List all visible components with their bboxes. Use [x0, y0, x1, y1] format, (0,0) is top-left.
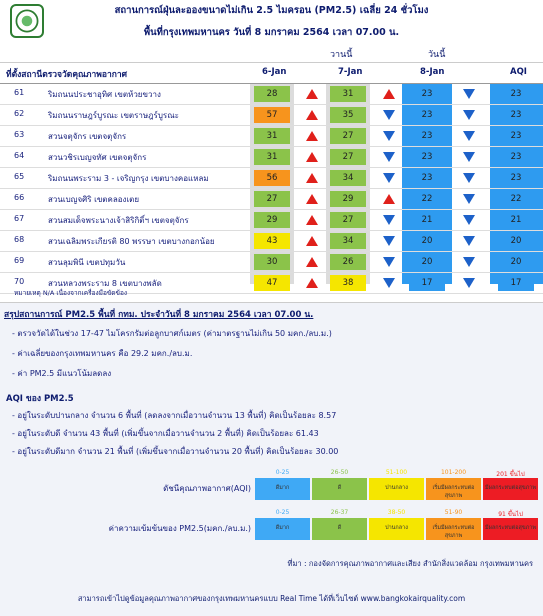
pm25-value-d3: 23 — [409, 149, 445, 165]
aqi-value: 22 — [498, 191, 534, 207]
pm25-value-d3: 20 — [409, 254, 445, 270]
legend-level-box — [426, 509, 481, 540]
report-title: สถานการณ์ฝุ่นละอองขนาดไม่เกิน 2.5 ไมครอน (PM2.5) เฉลี่ย 24 ชั่วโมง — [114, 5, 429, 16]
pm25-value-d3: 17 — [409, 275, 445, 291]
today-label: วันนี้ — [428, 50, 446, 60]
pm25-value-d1: 27 — [254, 191, 290, 207]
trend-up-icon — [306, 173, 318, 183]
trend-down-icon — [383, 257, 395, 267]
station-name: ริมถนนประชาอุทิศ เขตห้วยขวาง — [48, 90, 161, 99]
legend-level-text: ดี — [337, 485, 342, 491]
trend-down-icon — [463, 89, 475, 99]
trend-down-icon — [463, 257, 475, 267]
station-name: สวนสมเด็จพระนางเจ้าสิริกิติ์ฯ เขตจตุจักร — [48, 216, 189, 225]
legend-range: 51-100 — [385, 469, 408, 476]
aqi-value: 23 — [498, 149, 534, 165]
legend-range: 26-37 — [330, 509, 349, 516]
aqi-legend — [0, 469, 543, 500]
pm25-value-d1: 28 — [254, 86, 290, 102]
station-name: สวนหลวงพระราม 8 เขตบางพลัด — [48, 279, 162, 288]
pm25-value-d1: 31 — [254, 149, 290, 165]
legend-level-box — [483, 511, 538, 540]
legend-range: 51-90 — [444, 509, 463, 516]
trend-down-icon — [463, 173, 475, 183]
table-row — [0, 84, 543, 105]
pm25-value-d1: 30 — [254, 254, 290, 270]
table-row — [0, 105, 543, 126]
table-row — [0, 147, 543, 168]
legend-level-box — [369, 509, 424, 540]
trend-down-icon — [383, 131, 395, 141]
pm25-value-d2: 27 — [330, 128, 366, 144]
summary-line: - ค่าเฉลี่ยของกรุงเทพมหานคร คือ 29.2 มคก./ลบ.ม. — [12, 349, 193, 358]
station-no: 67 — [14, 214, 25, 223]
legend-level-box — [426, 469, 481, 500]
summary-line: - ค่า PM2.5 มีแนวโน้มลดลง — [12, 369, 112, 378]
legend-level-box — [369, 469, 424, 500]
legend-level-text: ดี — [337, 525, 342, 531]
trend-up-icon — [306, 257, 318, 267]
report-subtitle: พื้นที่กรุงเทพมหานคร วันที่ 8 มกราคม 2564 เวลา 07.00 น. — [143, 27, 400, 38]
station-no: 69 — [14, 256, 25, 265]
station-name: สวนลุมพินี เขตปทุมวัน — [48, 258, 126, 267]
pm25-value-d1: 29 — [254, 212, 290, 228]
trend-down-icon — [463, 110, 475, 120]
table-row — [0, 210, 543, 231]
report-header — [0, 0, 543, 44]
pm25-value-d2: 26 — [330, 254, 366, 270]
legend-level-text: ปานกลาง — [385, 525, 408, 531]
table-header — [0, 62, 543, 84]
station-name: ริมถนนราษฎร์บูรณะ เขตราษฎร์บูรณะ — [48, 111, 179, 120]
table-row — [0, 126, 543, 147]
legend-level-text: มีผลกระทบต่อสุขภาพ — [485, 525, 536, 531]
trend-up-icon — [306, 215, 318, 225]
aqi-value: 23 — [498, 128, 534, 144]
aqi-value: 23 — [498, 107, 534, 123]
table-row — [0, 189, 543, 210]
trend-up-icon — [306, 236, 318, 246]
pm25-value-d2: 31 — [330, 86, 366, 102]
legend-level-box — [255, 469, 310, 500]
summary-title: สรุปสถานการณ์ PM2.5 พื้นที่ กทม. ประจำวันที่ 8 มกราคม 2564 เวลา 07.00 น. — [4, 310, 314, 320]
legend-range: 38-50 — [387, 509, 406, 516]
station-no: 66 — [14, 193, 25, 202]
pm25-value-d2: 27 — [330, 149, 366, 165]
pm25-value-d1: 31 — [254, 128, 290, 144]
pm25-value-d2: 38 — [330, 275, 366, 291]
pm25-value-d2: 27 — [330, 212, 366, 228]
legend-range: 0-25 — [275, 469, 290, 476]
trend-down-icon — [463, 215, 475, 225]
aqi-value: 23 — [498, 86, 534, 102]
table-note: หมายเหตุ N/A เนื่องจากเครื่องมือขัดข้อง — [14, 289, 128, 297]
station-no: 70 — [14, 277, 25, 286]
col-aqi: AQI — [510, 67, 527, 77]
pm25-value-d3: 23 — [409, 170, 445, 186]
legend-range: 91 ขึ้นไป — [498, 511, 523, 518]
pm-legend-label: ค่าความเข้มข้นของ PM2.5(มคก./ลบ.ม.) — [108, 524, 251, 533]
trend-down-icon — [383, 215, 395, 225]
legend-level-text: เริ่มมีผลกระทบต่อสุขภาพ — [432, 525, 475, 539]
station-name: สวนเฉลิมพระเกียรติ 80 พรรษา เขตบางกอกน้อย — [48, 237, 215, 246]
pm25-value-d1: 56 — [254, 170, 290, 186]
station-no: 64 — [14, 151, 25, 160]
trend-down-icon — [383, 152, 395, 162]
station-name: สวนเบญจศิริ เขตคลองเตย — [48, 195, 140, 204]
pm25-value-d1: 57 — [254, 107, 290, 123]
aqi-title: AQI ของ PM2.5 — [6, 394, 74, 404]
pm25-value-d3: 21 — [409, 212, 445, 228]
trend-down-icon — [463, 194, 475, 204]
trend-up-icon — [383, 89, 395, 99]
aqi-value: 17 — [498, 275, 534, 291]
pm25-value-d3: 23 — [409, 86, 445, 102]
legend-level-box — [255, 509, 310, 540]
trend-down-icon — [463, 236, 475, 246]
station-name: สวนวชิรเบญจทัศ เขตจตุจักร — [48, 153, 147, 162]
pm25-value-d3: 22 — [409, 191, 445, 207]
station-no: 62 — [14, 109, 25, 118]
col-station: ที่ตั้งสถานีตรวจวัดคุณภาพอากาศ — [6, 70, 128, 80]
trend-up-icon — [306, 152, 318, 162]
trend-up-icon — [306, 89, 318, 99]
station-no: 61 — [14, 88, 25, 97]
trend-up-icon — [306, 110, 318, 120]
pm25-value-d3: 23 — [409, 107, 445, 123]
source-text: ที่มา : กองจัดการคุณภาพอากาศและเสียง สำนักสิ่งแวดล้อม กรุงเทพมหานคร — [287, 559, 533, 568]
realtime-text: สามารถเข้าไปดูข้อมูลคุณภาพอากาศของกรุงเทพมหานครแบบ Real Time ได้ที่เว็บไซต์ www.bangkokairquality.com — [77, 594, 466, 603]
pm25-value-d3: 23 — [409, 128, 445, 144]
legend-level-text: ปานกลาง — [385, 485, 408, 491]
legend-range: 201 ขึ้นไป — [496, 471, 525, 478]
pm25-value-d2: 35 — [330, 107, 366, 123]
aqi-line: - อยู่ในระดับดี จำนวน 43 พื้นที่ (เพิ่มขึ้นจากเมื่อวานจำนวน 2 พื้นที่) คิดเป็นร้อยละ 61.43 — [12, 429, 319, 438]
station-no: 65 — [14, 172, 25, 181]
station-no: 68 — [14, 235, 25, 244]
legend-level-text: ดีมาก — [275, 485, 290, 491]
legend-level-box — [312, 469, 367, 500]
trend-down-icon — [383, 110, 395, 120]
legend-level-box — [312, 509, 367, 540]
legend-level-text: ดีมาก — [275, 525, 290, 531]
summary-panel — [0, 302, 543, 616]
pm-legend — [0, 509, 543, 540]
col-day3: 8-Jan — [420, 67, 445, 77]
pm25-value-d2: 34 — [330, 170, 366, 186]
legend-range: 26-50 — [330, 469, 349, 476]
trend-up-icon — [383, 194, 395, 204]
station-name: สวนจตุจักร เขตจตุจักร — [48, 132, 127, 141]
yesterday-label: วานนี้ — [330, 50, 353, 60]
station-table — [0, 84, 543, 288]
aqi-legend-label: ดัชนีคุณภาพอากาศ(AQI) — [163, 484, 251, 493]
col-day1: 6-Jan — [262, 67, 287, 77]
pm25-value-d2: 29 — [330, 191, 366, 207]
pm25-value-d2: 34 — [330, 233, 366, 249]
trend-down-icon — [463, 131, 475, 141]
trend-up-icon — [306, 131, 318, 141]
legend-range: 101-200 — [440, 469, 467, 476]
aqi-value: 20 — [498, 233, 534, 249]
aqi-value: 23 — [498, 170, 534, 186]
aqi-line: - อยู่ในระดับดีมาก จำนวน 21 พื้นที่ (เพิ่มขึ้นจากเมื่อวานจำนวน 20 พื้นที่) คิดเป็นร้อยละ 30.00 — [12, 447, 339, 456]
pm25-value-d3: 20 — [409, 233, 445, 249]
legend-range: 0-25 — [275, 509, 290, 516]
legend-level-text: มีผลกระทบต่อสุขภาพ — [485, 485, 536, 491]
aqi-value: 20 — [498, 254, 534, 270]
trend-down-icon — [463, 152, 475, 162]
table-row — [0, 231, 543, 252]
trend-down-icon — [383, 173, 395, 183]
summary-line: - ตรวจวัดได้ในช่วง 17-47 ไมโครกรัมต่อลูกบาศก์เมตร (ค่ามาตรฐานไม่เกิน 50 มคก./ลบ.ม.) — [12, 329, 332, 338]
trend-up-icon — [306, 194, 318, 204]
legend-level-text: เริ่มมีผลกระทบต่อสุขภาพ — [432, 485, 475, 499]
aqi-value: 21 — [498, 212, 534, 228]
table-row — [0, 168, 543, 189]
table-row — [0, 252, 543, 273]
trend-down-icon — [383, 236, 395, 246]
aqi-line: - อยู่ในระดับปานกลาง จำนวน 6 พื้นที่ (ลดลงจากเมื่อวานจำนวน 13 พื้นที่) คิดเป็นร้อยละ 8.57 — [12, 411, 337, 420]
station-name: ริมถนนพระราม 3 - เจริญกรุง เขตบางคอแหลม — [48, 174, 209, 183]
col-day2: 7-Jan — [338, 67, 363, 77]
legend-level-box — [483, 471, 538, 500]
station-no: 63 — [14, 130, 25, 139]
day-labels — [0, 44, 543, 62]
pm25-value-d1: 43 — [254, 233, 290, 249]
pm25-value-d1: 47 — [254, 275, 290, 291]
